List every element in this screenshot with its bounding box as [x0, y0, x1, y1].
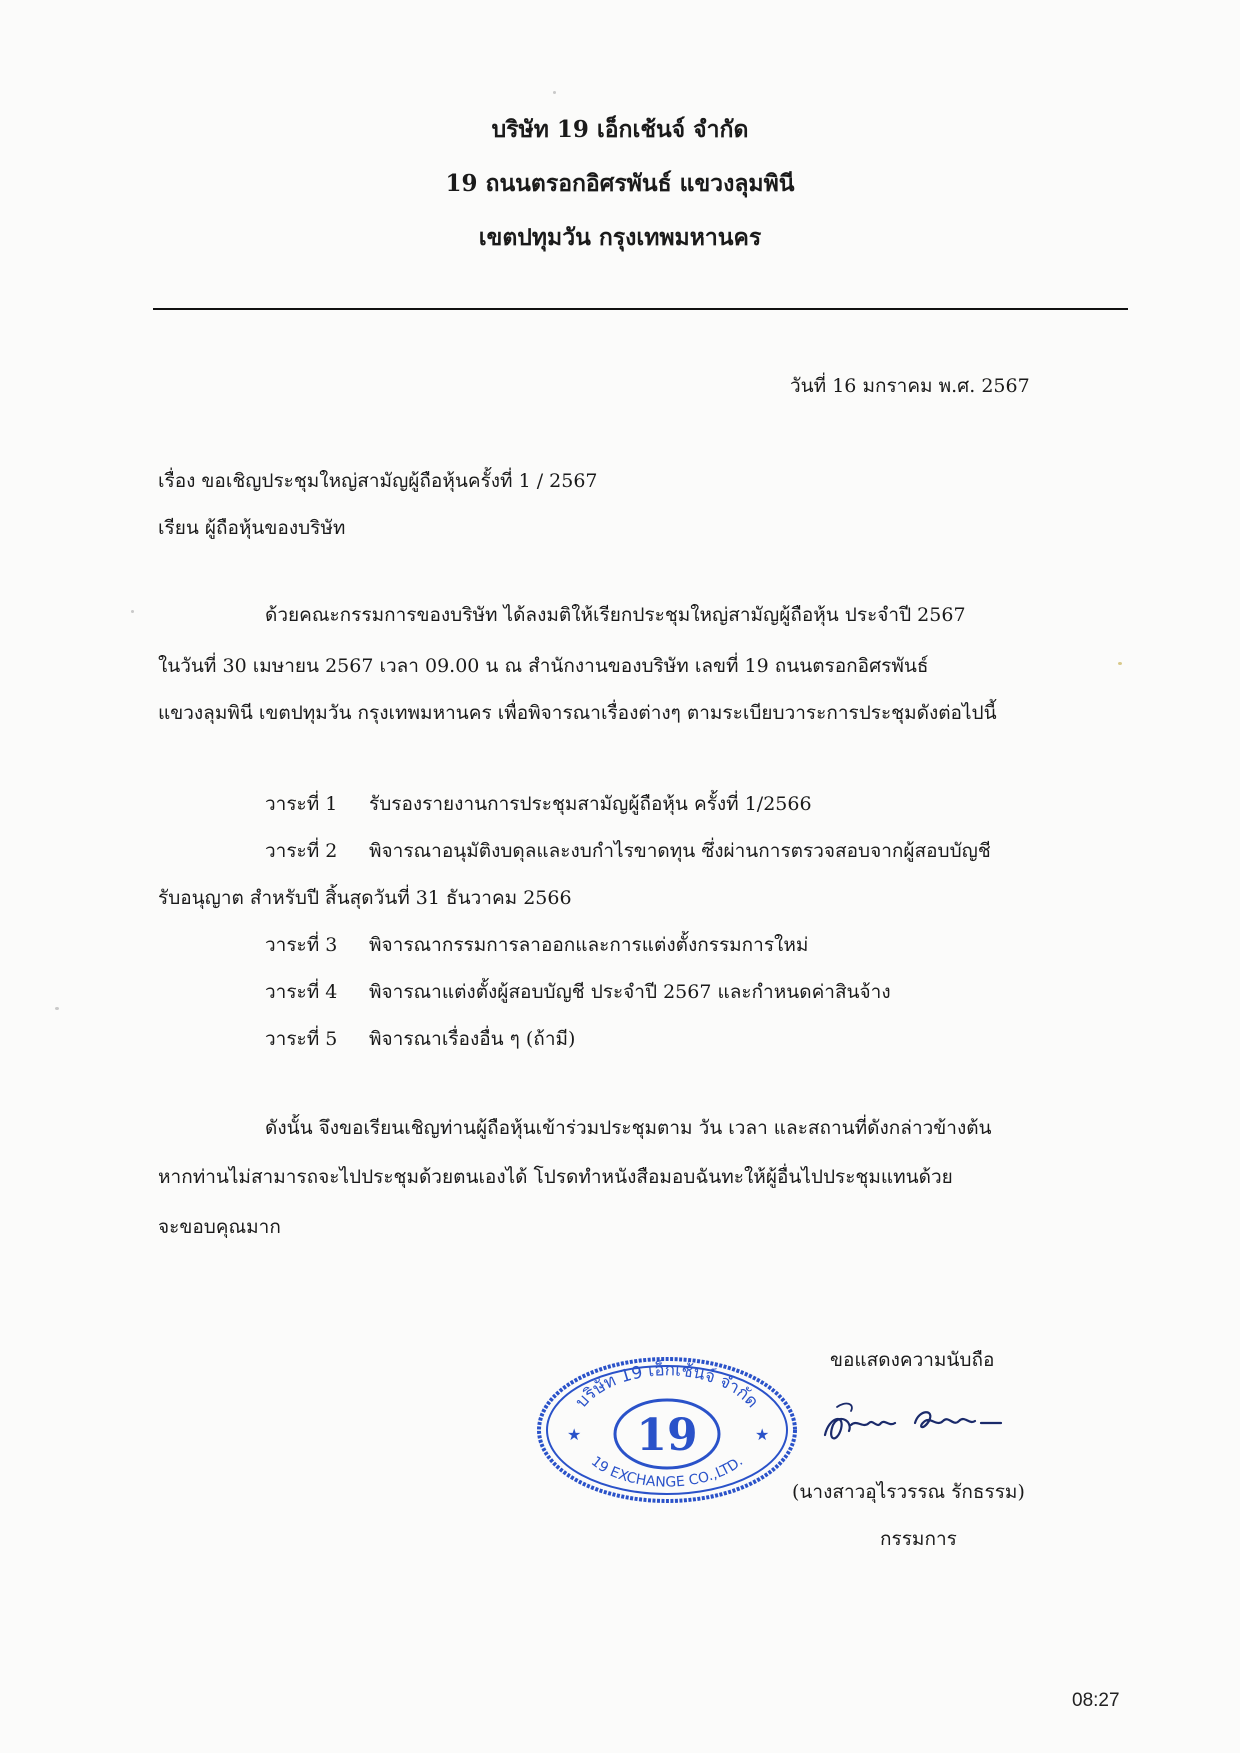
- stamp-english-name: 19 EXCHANGE CO.,LTD.: [587, 1453, 747, 1491]
- stamp-star-right-icon: ★: [755, 1425, 770, 1444]
- closing-line-1: ดังนั้น จึงขอเรียนเชิญท่านผู้ถือหุ้นเข้าร่วมประชุมตาม วัน เวลา และสถานที่ดังกล่าวข้างต้น: [265, 1117, 992, 1139]
- agenda-text: พิจารณาเรื่องอื่น ๆ (ถ้ามี): [369, 1028, 576, 1050]
- stamp-number: 19: [636, 1410, 698, 1461]
- letter-date: วันที่ 16 มกราคม พ.ศ. 2567: [790, 375, 1030, 397]
- signatory-name: (นางสาวอุไรวรรณ รักธรรม): [792, 1481, 1025, 1503]
- letter-subject: เรื่อง ขอเชิญประชุมใหญ่สามัญผู้ถือหุ้นครั้งที่ 1 / 2567: [158, 470, 598, 492]
- stamp-thai-name: บริษัท 19 เอ็กเช้นจ์ จำกัด: [571, 1360, 763, 1413]
- company-stamp: [534, 1354, 800, 1506]
- scan-speck: [131, 610, 134, 613]
- agenda-text: พิจารณากรรมการลาออกและการแต่งตั้งกรรมการใหม่: [369, 934, 809, 956]
- agenda-text-continuation: รับอนุญาต สำหรับปี สิ้นสุดวันที่ 31 ธันวาคม 2566: [158, 887, 572, 909]
- agenda-text: รับรองรายงานการประชุมสามัญผู้ถือหุ้น ครั้งที่ 1/2566: [369, 793, 812, 815]
- closing-line-2: หากท่านไม่สามารถจะไปประชุมด้วยตนเองได้ โปรดทำหนังสือมอบฉันทะให้ผู้อื่นไปประชุมแทนด้วย: [158, 1166, 953, 1188]
- letterhead-address-line: 19 ถนนตรอกอิศรพันธ์ แขวงลุมพินี: [445, 170, 795, 197]
- letter-recipient: เรียน ผู้ถือหุ้นของบริษัท: [158, 517, 346, 539]
- intro-line-2: ในวันที่ 30 เมษายน 2567 เวลา 09.00 น ณ สำนักงานของบริษัท เลขที่ 19 ถนนตรอกอิศรพันธ์: [158, 655, 929, 677]
- scan-speck: [553, 91, 556, 94]
- letterhead-address-city: เขตปทุมวัน กรุงเทพมหานคร: [478, 224, 762, 251]
- intro-line-3: แขวงลุมพินี เขตปทุมวัน กรุงเทพมหานคร เพื่อพิจารณาเรื่องต่างๆ ตามระเบียบวาระการประชุมดังต่อไปนี้: [158, 702, 997, 724]
- closing-line-3: จะขอบคุณมาก: [158, 1216, 281, 1238]
- scan-speck: [1118, 662, 1122, 665]
- agenda-text: พิจารณาอนุมัติงบดุลและงบกำไรขาดทุน ซึ่งผ่านการตรวจสอบจากผู้สอบบัญชี: [369, 840, 991, 862]
- agenda-label: วาระที่ 2: [265, 840, 338, 862]
- letterhead-company-name: บริษัท 19 เอ็กเช้นจ์ จำกัด: [491, 116, 749, 143]
- intro-line-1: ด้วยคณะกรรมการของบริษัท ได้ลงมติให้เรียกประชุมใหญ่สามัญผู้ถือหุ้น ประจำปี 2567: [265, 604, 966, 626]
- signoff-regards: ขอแสดงความนับถือ: [830, 1349, 995, 1371]
- stamp-star-left-icon: ★: [567, 1425, 582, 1444]
- letterhead-divider: [153, 308, 1128, 310]
- handwritten-signature: [815, 1395, 1015, 1455]
- scan-speck: [55, 1007, 59, 1010]
- signatory-title: กรรมการ: [880, 1528, 957, 1550]
- agenda-label: วาระที่ 3: [265, 934, 338, 956]
- agenda-text: พิจารณาแต่งตั้งผู้สอบบัญชี ประจำปี 2567 และกำหนดค่าสินจ้าง: [369, 981, 891, 1003]
- agenda-label: วาระที่ 4: [265, 981, 338, 1003]
- agenda-label: วาระที่ 5: [265, 1028, 338, 1050]
- page-number: 08:27: [1072, 1690, 1120, 1711]
- agenda-label: วาระที่ 1: [265, 793, 338, 815]
